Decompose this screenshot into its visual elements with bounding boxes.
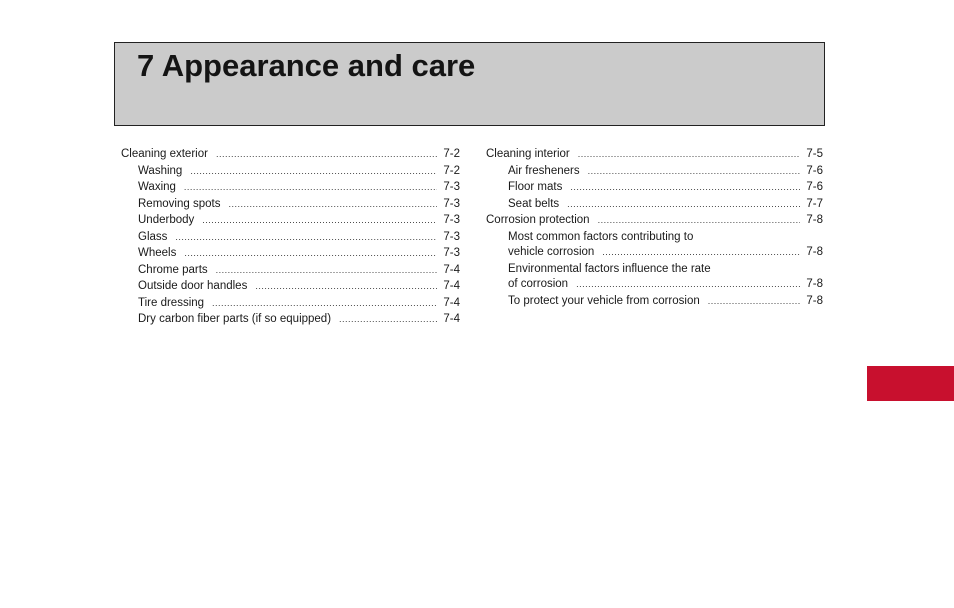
- toc-leader-dots: [190, 163, 437, 180]
- toc-entry-cleaning-exterior[interactable]: [121, 146, 460, 163]
- toc-page-number: 7-4: [443, 296, 460, 309]
- toc-label: Waxing: [138, 181, 176, 193]
- toc-entry-cleaning-interior[interactable]: [486, 146, 823, 163]
- toc-entry-glass[interactable]: [121, 229, 460, 246]
- toc-label: Floor mats: [508, 181, 563, 193]
- toc-leader-dots: [339, 311, 437, 328]
- toc-page-number: 7-6: [806, 164, 823, 177]
- toc-label: Glass: [138, 230, 168, 243]
- toc-label: Wheels: [138, 247, 177, 259]
- toc-entry-protect-vehicle-from-corrosion[interactable]: [486, 293, 823, 310]
- toc-entry-seat-belts[interactable]: [486, 196, 823, 213]
- toc-page-number: 7-6: [806, 181, 823, 193]
- toc-label-line2: vehicle corrosion: [508, 246, 595, 258]
- toc-leader-dots: [175, 229, 437, 246]
- toc-label: Cleaning exterior: [121, 148, 208, 160]
- toc-entry-corrosion-protection[interactable]: [486, 212, 823, 229]
- toc-page-number: 7-4: [443, 313, 460, 325]
- toc-page-number: 7-8: [806, 278, 823, 290]
- toc-entry-waxing[interactable]: [121, 179, 460, 196]
- toc-entry-dry-carbon-fiber-parts[interactable]: [121, 311, 460, 328]
- toc-page-number: 7-8: [806, 246, 823, 258]
- toc-leader-dots: [570, 179, 800, 196]
- chapter-title: 7 Appearance and care: [137, 48, 476, 83]
- toc-right-column: [486, 146, 823, 309]
- toc-entry-underbody[interactable]: [121, 212, 460, 229]
- toc-entry-floor-mats[interactable]: [486, 179, 823, 196]
- toc-page-number: 7-2: [443, 148, 460, 160]
- chapter-tab-marker: [867, 366, 954, 401]
- toc-label: Cleaning interior: [486, 148, 570, 160]
- toc-entry-most-common-factors[interactable]: [486, 230, 823, 261]
- toc-entry-wheels[interactable]: [121, 245, 460, 262]
- toc-page-number: 7-4: [443, 263, 460, 276]
- toc-left-column: [121, 146, 460, 328]
- toc-label: Corrosion protection: [486, 214, 590, 226]
- toc-page-number: 7-8: [806, 214, 823, 226]
- toc-page-number: 7-3: [443, 197, 460, 210]
- toc-entry-outside-door-handles[interactable]: [121, 278, 460, 295]
- toc-leader-dots: [598, 212, 801, 229]
- toc-page-number: 7-7: [806, 197, 823, 210]
- toc-page-number: 7-3: [443, 230, 460, 243]
- toc-label: Air fresheners: [508, 164, 580, 177]
- toc-page-number: 7-5: [806, 148, 823, 160]
- toc-label-line1: Most common factors contributing to: [508, 230, 694, 243]
- toc-label-line1: Environmental factors influence the rate: [508, 262, 711, 275]
- toc-entry-environmental-factors[interactable]: [486, 262, 823, 293]
- toc-leader-dots: [216, 146, 437, 163]
- toc-leader-dots: [578, 146, 801, 163]
- toc-label: Chrome parts: [138, 263, 208, 276]
- toc-label: Outside door handles: [138, 280, 248, 292]
- toc-entry-removing-spots[interactable]: [121, 196, 460, 213]
- toc-entry-tire-dressing[interactable]: [121, 295, 460, 312]
- toc-label: Washing: [138, 164, 183, 177]
- toc-label-line2: of corrosion: [508, 278, 569, 290]
- toc-entry-chrome-parts[interactable]: [121, 262, 460, 279]
- toc-leader-dots: [255, 278, 437, 295]
- toc-page-number: 7-4: [443, 280, 460, 292]
- toc-leader-dots: [602, 244, 800, 261]
- toc-page-number: 7-3: [443, 214, 460, 226]
- toc-leader-dots: [216, 262, 438, 279]
- toc-leader-dots: [228, 196, 437, 213]
- toc-leader-dots: [184, 179, 437, 196]
- toc-leader-dots: [576, 276, 800, 293]
- toc-leader-dots: [212, 295, 437, 312]
- toc-label: Removing spots: [138, 197, 221, 210]
- toc-label: To protect your vehicle from corrosion: [508, 294, 700, 307]
- toc-label: Underbody: [138, 214, 195, 226]
- toc-leader-dots: [202, 212, 437, 229]
- toc-page-number: 7-3: [443, 181, 460, 193]
- toc-entry-air-fresheners[interactable]: [486, 163, 823, 180]
- toc-leader-dots: [184, 245, 437, 262]
- toc-entry-washing[interactable]: [121, 163, 460, 180]
- toc-leader-dots: [708, 293, 801, 310]
- toc-label: Tire dressing: [138, 296, 205, 309]
- toc-label: Seat belts: [508, 197, 560, 210]
- chapter-header: [114, 42, 825, 126]
- toc-page-number: 7-3: [443, 247, 460, 259]
- toc-leader-dots: [567, 196, 800, 213]
- toc-page-number: 7-2: [443, 164, 460, 177]
- toc-leader-dots: [588, 163, 801, 180]
- toc-label: Dry carbon fiber parts (if so equipped): [138, 313, 332, 325]
- toc-page-number: 7-8: [806, 294, 823, 307]
